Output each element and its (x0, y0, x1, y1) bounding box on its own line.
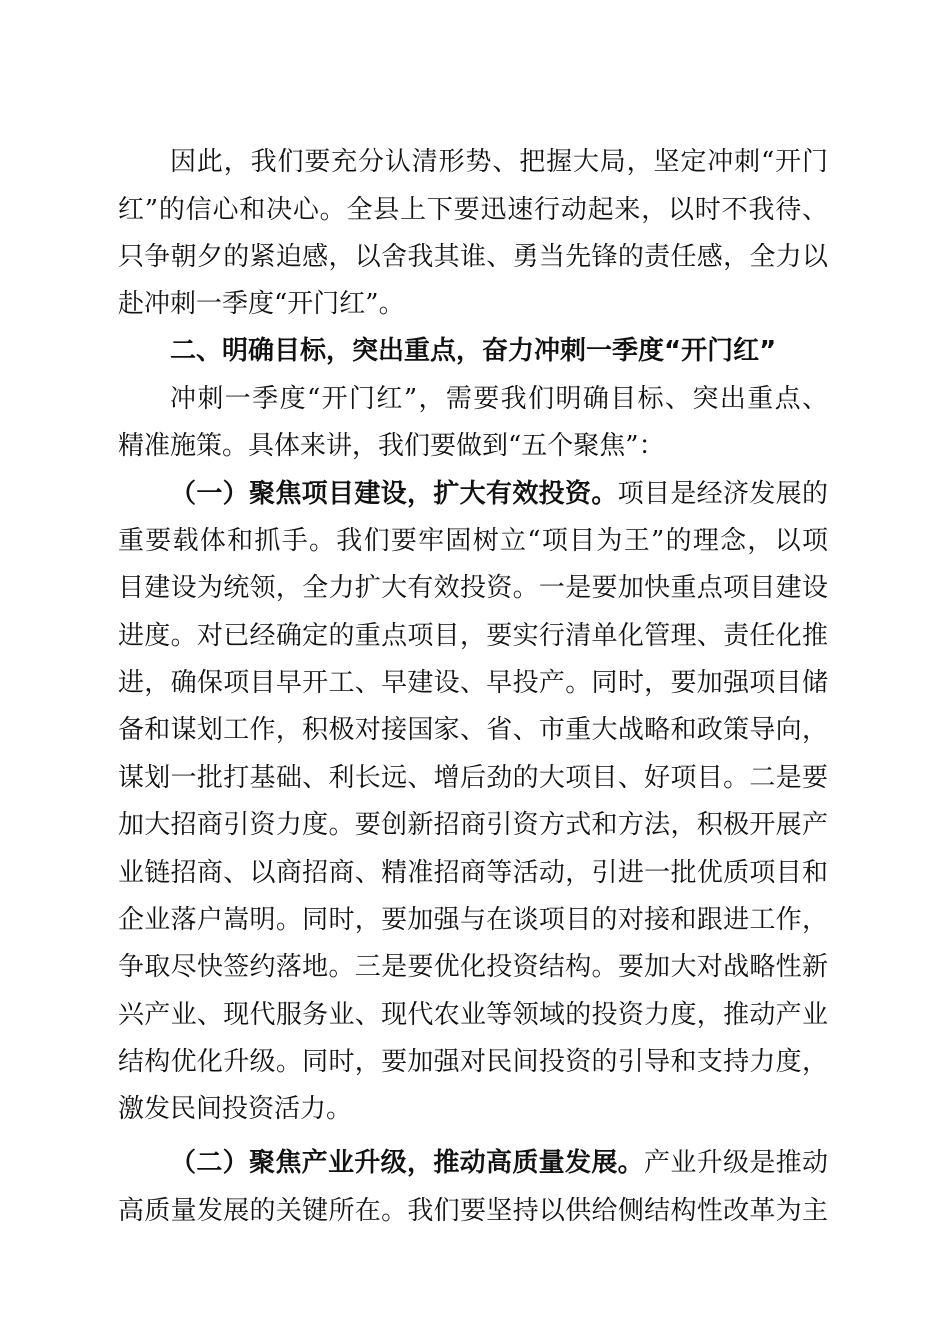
paragraph1-line-3: 只争朝夕的紧迫感，以舍我其谁、勇当先锋的责任感，全力以 (118, 242, 828, 272)
section1-lead-bold: （一）聚焦项目建设，扩大有效投资。 (170, 479, 618, 509)
paragraph2-line-2: 精准施策。具体来讲，我们要做到“五个聚焦”： (118, 431, 665, 461)
paragraph1-line-4: 赴冲刺一季度“开门红”。 (118, 289, 405, 319)
section1-line-3: 进度。对已经确定的重点项目，要实行清单化管理、责任化推 (118, 621, 828, 651)
section1-line-10: 争取尽快签约落地。三是要优化投资结构。要加大对战略性新 (118, 952, 828, 982)
section-heading-2: 二、明确目标，突出重点，奋力冲刺一季度“开门红” (170, 336, 777, 366)
section1-line-2: 目建设为统领，全力扩大有效投资。一是要加快重点项目建设 (118, 573, 828, 603)
section1-line-11: 兴产业、现代服务业、现代农业等领域的投资力度，推动产业 (118, 1000, 828, 1030)
section1-line-7: 加大招商引资力度。要创新招商引资方式和方法，积极开展产 (118, 810, 828, 840)
section2-lead-bold: （二）聚焦产业升级，推动高质量发展。 (170, 1148, 644, 1178)
section1-line-5: 备和谋划工作，积极对接国家、省、市重大战略和政策导向， (118, 715, 828, 745)
paragraph2-line-1: 冲刺一季度“开门红”，需要我们明确目标、突出重点、 (170, 384, 828, 414)
section2-lead-line (170, 1146, 828, 1180)
section1-line-4: 进，确保项目早开工、早建设、早投产。同时，要加强项目储 (118, 668, 828, 698)
section1-lead-line (170, 477, 828, 511)
section2-line-1: 高质量发展的关键所在。我们要坚持以供给侧结构性改革为主 (118, 1196, 828, 1226)
paragraph1-line-2: 红”的信心和决心。全县上下要迅速行动起来，以时不我待、 (118, 195, 828, 225)
section1-line-1: 重要载体和抓手。我们要牢固树立“项目为王”的理念，以项 (118, 526, 828, 556)
section1-line-13: 激发民间投资活力。 (118, 1094, 353, 1124)
section1-line-6: 谋划一批打基础、利长远、增后劲的大项目、好项目。二是要 (118, 763, 828, 793)
section1-line-12: 结构优化升级。同时，要加强对民间投资的引导和支持力度， (118, 1047, 828, 1077)
section1-line-9: 企业落户嵩明。同时，要加强与在谈项目的对接和跟进工作， (118, 905, 828, 935)
section2-lead-rest: 产业升级是推动 (643, 1148, 828, 1178)
section1-lead-rest: 项目是经济发展的 (617, 479, 828, 509)
section1-line-8: 业链招商、以商招商、精准招商等活动，引进一批优质项目和 (118, 858, 828, 888)
paragraph1-line-1: 因此，我们要充分认清形势、把握大局，坚定冲刺“开门 (170, 147, 828, 177)
